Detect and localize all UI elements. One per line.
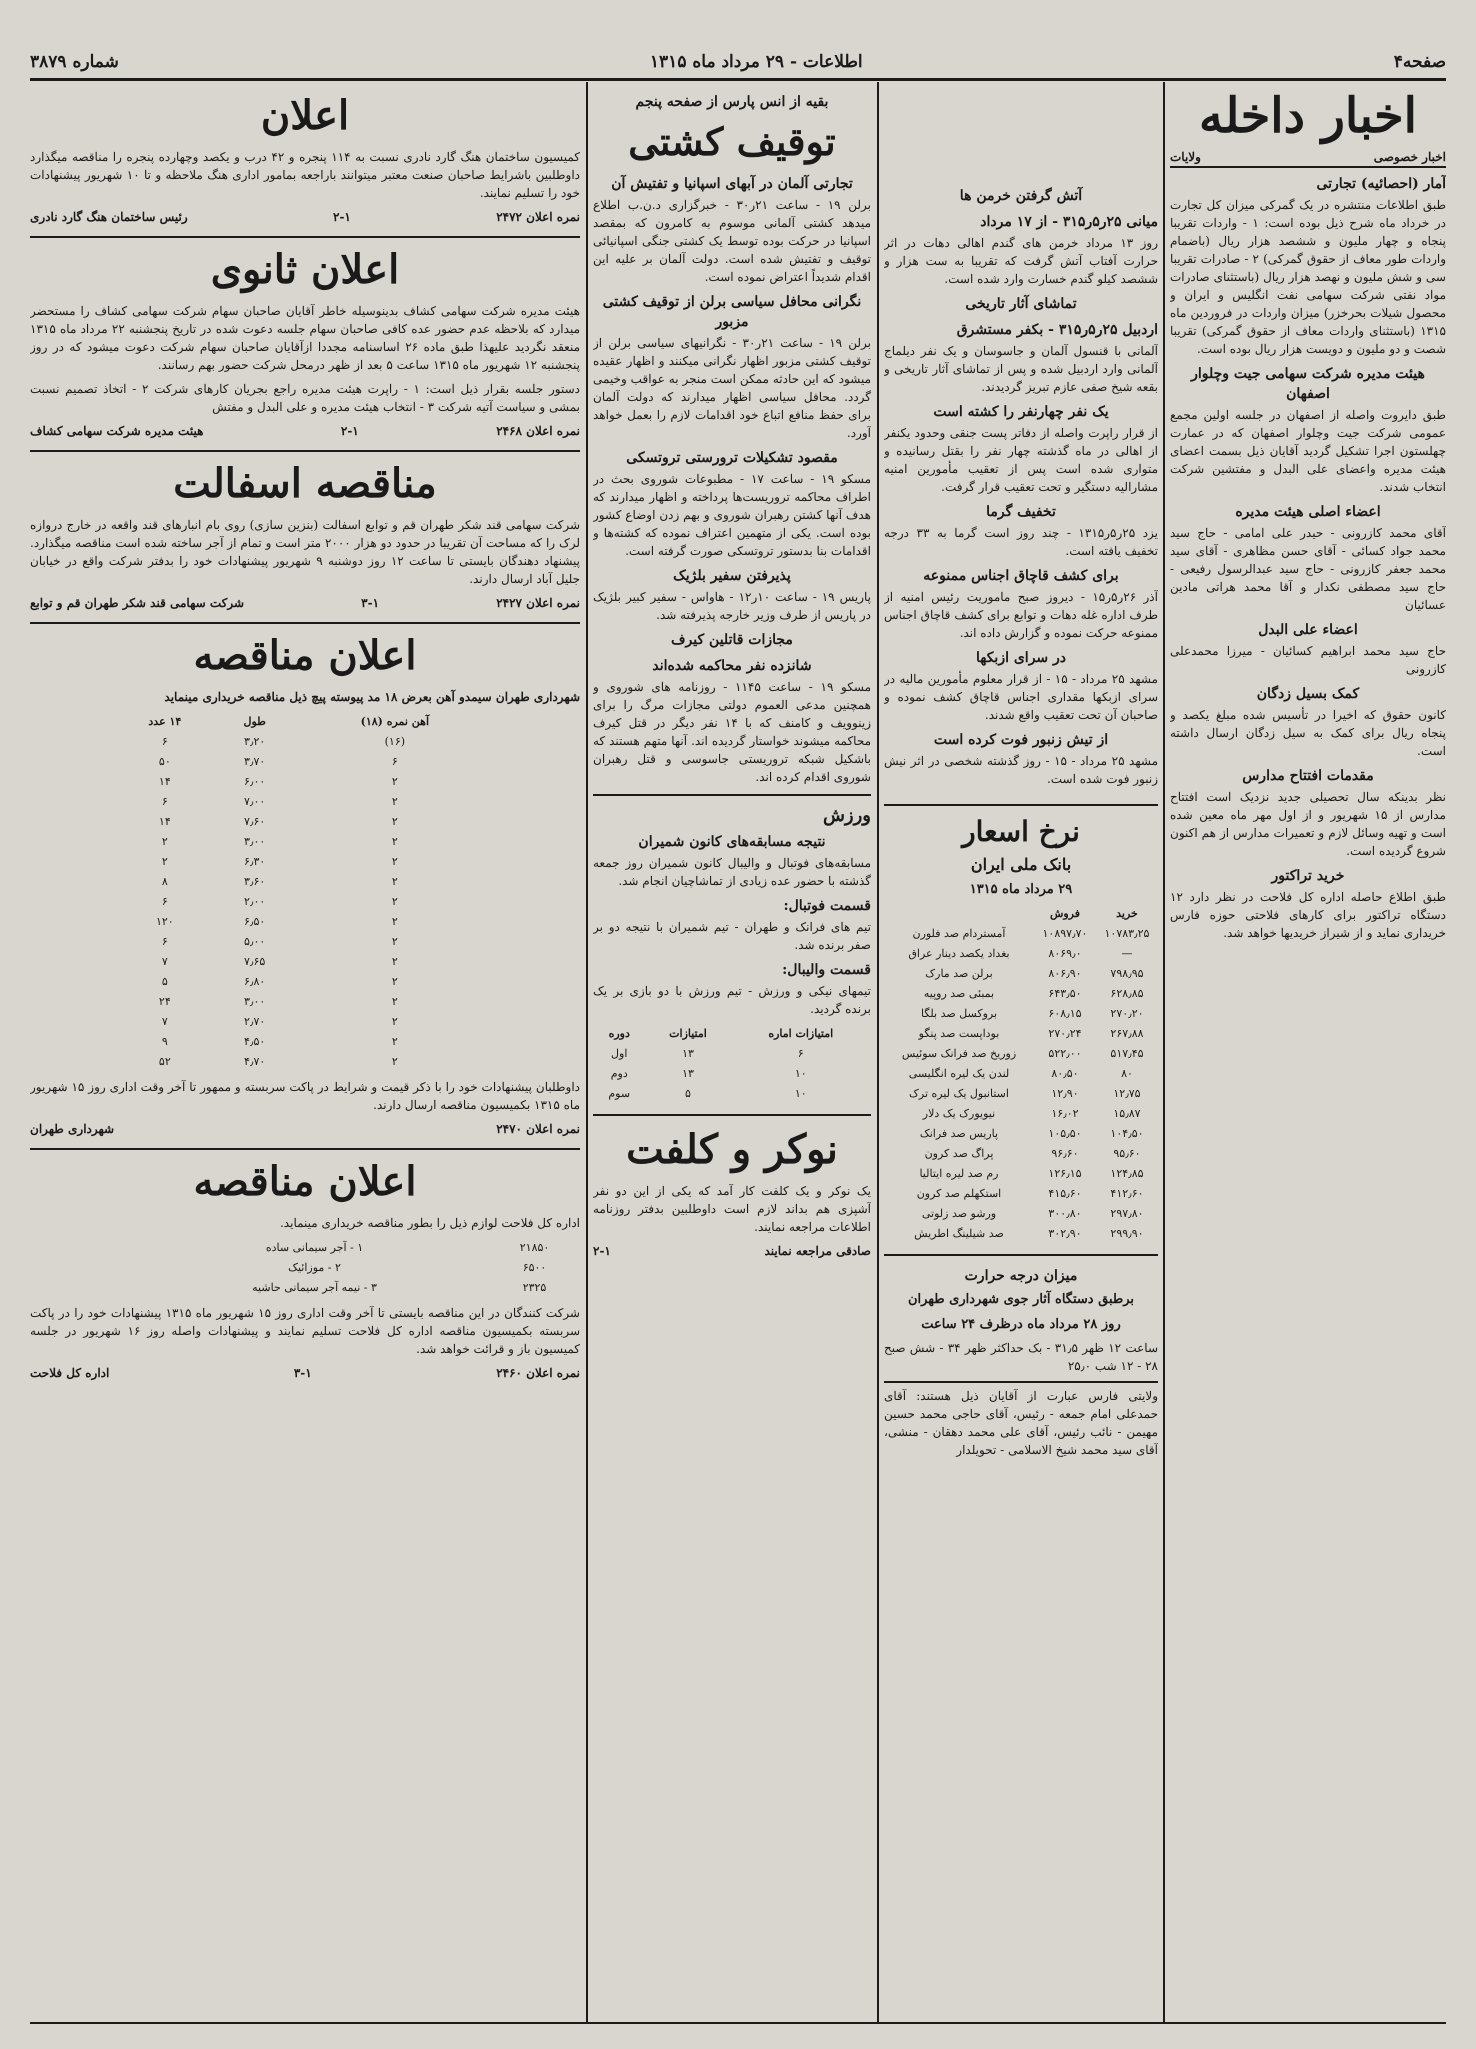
rates-cell: ۱۲٫۹۰ — [1051, 1087, 1079, 1100]
announcement-number: نمره اعلان ۲۴۶۸ — [496, 424, 580, 438]
announcement — [30, 90, 580, 238]
iron-cell: ۲٫۰۰ — [244, 895, 266, 908]
announcement-signature: اداره کل فلاحت — [30, 1366, 110, 1380]
iron-cell: ۲ — [391, 775, 398, 788]
sports-cell: اول — [611, 1047, 628, 1060]
materials-row — [140, 1278, 580, 1298]
announcement-signature: هیئت مدیره شرکت سهامی کشاف — [30, 424, 204, 438]
iron-cell: ۲ — [391, 895, 398, 908]
announcement — [30, 244, 580, 452]
rates-cell: نیویورک یک دلار — [922, 1107, 996, 1120]
article-dateline: اردبیل ۲۵ر۵ر۳۱۵ - بکفر مستشرق — [956, 322, 1158, 338]
rates-cell: ۸۰ — [1121, 1067, 1133, 1080]
iron-cell: ۲ — [391, 815, 398, 828]
iron-cell: ۲ — [391, 995, 398, 1008]
iron-cell: ۲ — [391, 835, 398, 848]
sports-cell: ۱۳ — [682, 1047, 694, 1060]
iron-cell: ۷٫۶۰ — [244, 815, 266, 828]
iron-cell: ۷ — [161, 1015, 168, 1028]
rates-cell: ۲۹۹٫۹۰ — [1110, 1227, 1144, 1240]
continuation-note: بقیه از انس پارس از صفحه پنجم — [635, 94, 829, 110]
announcement-title: اعلان مناقصه — [193, 632, 417, 679]
rates-cell: ۴۱۲٫۶۰ — [1110, 1187, 1144, 1200]
announcement-number: نمره اعلان ۲۴۷۰ — [496, 1122, 580, 1136]
page-number: صفحه۴ — [1393, 52, 1446, 72]
rates-cell: ۶۴۳٫۵۰ — [1048, 987, 1082, 1000]
article-subtitle: تجارتی آلمان در آبهای اسپانیا و تفتیش آن — [611, 176, 853, 192]
iron-cell: ۲ — [391, 855, 398, 868]
iron-cell: ۳٫۶۰ — [244, 875, 266, 888]
rates-cell: ۱۲٫۷۵ — [1113, 1087, 1141, 1100]
sports-cell: ۱۳ — [682, 1067, 694, 1080]
article-subtitle: مقصود تشکیلات ترورستی تروتسکی — [626, 450, 838, 466]
rates-cell: ۷۹۸٫۹۵ — [1110, 967, 1144, 980]
iron-cell: ۵۲ — [158, 1055, 171, 1068]
temp-date: روز ۲۸ مرداد ماه درظرف ۲۴ ساعت — [921, 1317, 1121, 1332]
subsection-title: ولایات — [1170, 150, 1201, 164]
announcement-signature: شهرداری طهران — [30, 1122, 115, 1136]
iron-row — [113, 792, 498, 812]
rates-cell: ۹۶٫۶۰ — [1051, 1147, 1079, 1160]
iron-row — [113, 832, 498, 852]
announcement-signature: شرکت سهامی قند شکر طهران قم و توابع — [30, 596, 245, 610]
rates-row — [884, 1104, 1158, 1124]
rates-row — [884, 1224, 1158, 1244]
sports-cell: ۱۰ — [794, 1087, 807, 1100]
article-body: برلن ۱۹ - ساعت ۲۱ر۳۰ - خبرگزاری د.ن.ب اطلاع میدهد کشتی آلمانی موسوم به کامرون که بمقصد اسپانیا در حرکت بوده توسط یک کشتی جنگی اسپانیائی توقیف و تفتیش شده است. دولت آلمان بر علیه این اقدام شدیداً اعتراض نموده است. — [593, 198, 871, 284]
iron-row — [113, 912, 498, 932]
sports-header: امتیازات — [669, 1027, 707, 1040]
column-domestic-news — [1170, 86, 1446, 2016]
ad-title: نوکر و کلفت — [626, 1126, 838, 1173]
rates-cell: صد شیلینگ اطریش — [914, 1227, 1004, 1240]
rates-row — [884, 1164, 1158, 1184]
iron-cell: ۸ — [161, 875, 168, 888]
article-heading: برای کشف قاچاق اجناس ممنوعه — [923, 568, 1119, 584]
article-dateline: میانی ۲۵ر۵ر۳۱۵ - از ۱۷ مرداد — [980, 214, 1158, 230]
announcement-list: دستور جلسه بقرار ذیل است: ۱ - راپرت هیئت مدیره راجع بجریان کارهای شرکت ۲ - اتخاذ تصمیم نسبت بمشی و سیاست آتیه شرکت ۳ - انتخاب هیئت مدیره و علی البدل و مفتش — [30, 382, 580, 414]
iron-cell: ۶ — [161, 795, 168, 808]
iron-cell: ۶٫۵۰ — [244, 915, 266, 928]
iron-header: ۱۴ عدد — [148, 715, 182, 728]
rates-cell: برلن صد مارک — [925, 967, 993, 980]
sports-title: ورزش — [822, 805, 871, 826]
article-subtitle: شانزده نفر محاکمه شده‌اند — [652, 658, 812, 674]
sports-row — [593, 1044, 871, 1064]
announcement — [30, 1156, 580, 1382]
sports-cell: دوم — [610, 1067, 628, 1080]
announcement-body: هیئت مدیره شرکت سهامی کشاف بدینوسیله خاطر آقایان صاحبان سهام شرکت سهامی کشاف را مستحضر میدارد که بلاحظه عدم حضور عده کافی صاحبان سهام جلسه دعوت شده در تاریخ پنجشنبه ۲۲ مرداد ماه ۱۳۱۵ منعقد نگردید علیهذا طبق ماده ۲۶ اساسنامه مجددا ازآقایان صاحبان سهام شرکت دعوت میشود که در روز پنجشنبه ۱۲ شهریور ماه ۱۳۱۵ ساعت ۵ بعد از ظهر درمحل شرکت حضور بهم رسانند. — [30, 304, 580, 372]
exchange-rates — [884, 804, 1158, 1244]
article-body: مشهد ۲۵ مرداد - ۱۵ - از قرار معلوم مأمورین مالیه در سرای ازبکها مقداری اجناس قاچاق کشف نموده و صاحبان آن تحت تعقیب واقع شدند. — [884, 672, 1158, 722]
article-body: مشهد ۲۵ مرداد - ۱۵ - روز گذشته شخصی در اثر نیش زنبور فوت شده است. — [884, 754, 1158, 786]
rates-cell: ۱۰۵٫۵۰ — [1048, 1127, 1082, 1140]
article-heading: یک نفر چهارنفر را کشته است — [933, 404, 1109, 420]
rates-row — [884, 1184, 1158, 1204]
materials-row — [140, 1238, 580, 1258]
rates-cell: ۶۲۸٫۸۵ — [1110, 987, 1144, 1000]
materials-table — [140, 1238, 580, 1298]
sports-row — [593, 1064, 871, 1084]
article-heading: آتش گرفتن خرمن ها — [959, 188, 1083, 204]
rates-cell: ۱۰۸۹۷٫۷۰ — [1042, 927, 1088, 940]
sports-cell: ۵ — [685, 1087, 691, 1100]
iron-row — [113, 1032, 498, 1052]
article-body: آلمانی با قنسول آلمان و جاسوسان و یک نفر دیلماج آلمانی وارد اردبیل شده و پس از تماشای آثار تاریخی و بقعه شیخ صفی عازم تبریز گردیدند. — [884, 344, 1158, 394]
iron-cell: ۳٫۰۰ — [244, 835, 266, 848]
date-line: اطلاعات - ۲۹ مرداد ماه ۱۳۱۵ — [649, 52, 863, 72]
rates-date: ۲۹ مرداد ماه ۱۳۱۵ — [969, 882, 1073, 897]
article-heading: اعضاء علی البدل — [1258, 622, 1358, 638]
sports-body: تیم های فرانک و طهران - تیم شمیران با نتیجه دو بر صفر برنده شد. — [593, 920, 871, 952]
announcement-code: ۲-۱ — [340, 424, 359, 438]
iron-cell: ۲ — [391, 935, 398, 948]
rates-cell: ۴۱۵٫۶۰ — [1048, 1187, 1082, 1200]
servants-ad — [593, 1114, 871, 1260]
section-title: اخبار داخله — [1198, 88, 1417, 144]
announcement-intro: اداره کل فلاحت لوازم ذیل را بطور مناقصه خریداری مینماید. — [279, 1216, 580, 1230]
materials-cell: ۲۱۸۵۰ — [519, 1241, 550, 1254]
announcement-body: شرکت سهامی قند شکر طهران قم و توابع اسفالت (بنزین سازی) روی بام انبارهای قند واقعه در خارج دروازه لرک را که مساحت آن تقریبا در حدود دو هزار ۲۰۰۰ متر است و تمام از آجر ساخته شده است مناقصه میگذارد. پیشنهاد دهندگان بایستی تا ساعت ۱۲ روز دوشنبه ۹ شهریور پیشنهادات خود را بدفتر شرکت واقع در خیابان جلیل آباد ارسال دارند. — [30, 518, 580, 586]
rates-row — [884, 1204, 1158, 1224]
announcement-number: نمره اعلان ۲۴۲۷ — [496, 596, 580, 610]
announcement-body: داوطلبان پیشنهادات خود را با ذکر قیمت و شرایط در پاکت سربسته و ممهور تا آخر وقت اداری روز ۱۵ شهریور ماه ۱۳۱۵ بکمیسیون مناقصه ارسال دارند. — [30, 1080, 580, 1112]
article-body: نظر بدینکه سال تحصیلی جدید نزدیک است افتتاح مدارس از ۱۵ شهریور و از اول مهر ماه معین شده است و تهیه وسائل لازم و تعمیرات مدارس از هم اکنون شروع گردیده است. — [1170, 790, 1446, 858]
iron-cell: ۳٫۷۰ — [244, 755, 266, 768]
article-subtitle: پذیرفتن سفیر بلژیک — [673, 568, 791, 584]
page-header — [30, 50, 1446, 74]
rates-cell: ۲۷۰٫۲۴ — [1048, 1027, 1082, 1040]
rates-cell: رم صد لیره ایتالیا — [919, 1167, 999, 1180]
rates-cell: ۵۱۷٫۴۵ — [1110, 1047, 1144, 1060]
announcement — [30, 630, 580, 1150]
rates-cell: ۸۰۶۹٫۰ — [1048, 947, 1082, 960]
iron-row — [113, 952, 498, 972]
rates-row — [884, 1064, 1158, 1084]
rates-cell: لندن یک لیره انگلیسی — [908, 1067, 1010, 1080]
announcement-code: ۳-۱ — [293, 1366, 312, 1380]
footer-rule — [30, 2022, 1446, 2024]
iron-cell: ۲ — [391, 975, 398, 988]
iron-row — [113, 872, 498, 892]
article-heading: آمار (احصائیه) تجارتی — [1316, 176, 1446, 192]
iron-row — [113, 772, 498, 792]
announcement-number: نمره اعلان ۲۴۶۰ — [496, 1366, 580, 1380]
iron-cell: ۲ — [391, 915, 398, 928]
rates-header — [884, 904, 1034, 924]
article-subtitle: مجازات قاتلین کیرف — [671, 632, 793, 648]
rates-row — [884, 944, 1158, 964]
column-divider — [877, 82, 879, 2022]
article-heading: تخفیف گرما — [986, 504, 1056, 520]
article-body: یزد ۲۵ر۵ر۱۳۱۵ - چند روز است گرما به ۳۳ درجه تخفیف یافته است. — [884, 526, 1158, 558]
iron-cell: ۶ — [161, 735, 168, 748]
rates-table — [884, 904, 1158, 1244]
article-body: طبق دایروت واصله از اصفهان در جلسه اولین مجمع عمومی شرکت جیت وچلوار اصفهان که در عمارت چهلستون اجرا تشکیل گردید آقایان ذیل بسمت اعضای هیئت مدیره واعضای علی البدل و مفتشین شرکت انتخاب شدند. — [1170, 408, 1446, 494]
rates-cell: ورشو صد زلوتی — [921, 1207, 997, 1220]
temp-title: میزان درجه حرارت — [964, 1268, 1078, 1284]
temperature-box — [884, 1254, 1158, 1375]
rates-cell: ۸۰٫۵۰ — [1051, 1067, 1079, 1080]
article-heading: هیئت مدیره شرکت سهامی جیت وچلوار اصفهان — [1191, 366, 1425, 402]
iron-cell: ۴٫۵۰ — [244, 1035, 266, 1048]
article-body: مسکو ۱۹ - ساعت ۱۱۴۵ - روزنامه های شوروی و همچنین مدعی العموم دولتی مجازات مرگ را برای زینوویف و کامنف که با ۱۴ نفر دیگر در قتل کیرف محاکمه میشوند خواستار گردیده اند. آنها متهم هستند که باشکیل شبکه تروریستی جاسوسی و قتل رهبران شوروی اقدام کرده اند. — [593, 680, 871, 784]
issue-number: شماره ۳۸۷۹ — [30, 52, 119, 72]
rates-row — [884, 1084, 1158, 1104]
rates-row — [884, 1024, 1158, 1044]
rates-cell: ۵۲۲٫۰۰ — [1048, 1047, 1082, 1060]
iron-cell: ۲۴ — [158, 995, 171, 1008]
article-body: ولایتی فارس عبارت از آقایان ذیل هستند: آقای حمدعلی امام جمعه - رئیس، آقای حاجی محمد حسین مهیمن - نائب رئیس، آقای علی محمد دهقان - منشی، آقای سید محمد شیخ الاسلامی - تحویلدار — [884, 1381, 1158, 1459]
iron-cell: ۵۰ — [158, 755, 171, 768]
iron-cell: ۱۲۰ — [155, 915, 174, 928]
article-subtitle: نگرانی محافل سیاسی برلن از توقیف کشتی مزبور — [602, 294, 862, 330]
article-title: توقیف کشتی — [628, 119, 836, 164]
column-announcements — [30, 86, 580, 2016]
rates-title: نرخ اسعار — [962, 815, 1080, 848]
temp-sub: برطبق دستگاه آثار جوی شهرداری طهران — [907, 1292, 1135, 1307]
iron-cell: ۳٫۰۰ — [244, 995, 266, 1008]
announcement — [30, 458, 580, 624]
iron-cell: ۷ — [161, 955, 168, 968]
sports-section — [593, 794, 871, 1104]
iron-row — [113, 752, 498, 772]
rates-cell: ۱۲۶٫۱۵ — [1048, 1167, 1082, 1180]
rates-cell: پراگ صد کرون — [924, 1147, 994, 1160]
rates-row — [884, 1144, 1158, 1164]
article-body: طبق اطلاعات منتشره در یک گمرکی میزان کل تجارت در خرداد ماه شرح ذیل بوده است: ۱ - واردات تقریبا پنجاه و چهار ملیون و ششصد هزار ریال (باضمام واردات طور معاف از حقوق گمرکی) ۲ - صادرات تقریبا سی و شش ملیون و نهصد هزار ریال (باستثنای صادرات مواد نفتی شرکت سهامی نفت انگلیس و ایران و محصول شیلات بحرخزر) میزان واردات در فروردین ماه ۱۳۱۵ (باستثنای واردات معاف از حقوق گمرکی) تقریبا شصت و دو ملیون و دویست هزار ریال بوده است. — [1170, 198, 1446, 356]
rates-row — [884, 964, 1158, 984]
rates-header: خرید — [1116, 907, 1138, 920]
rates-cell: ۱۲۴٫۸۵ — [1110, 1167, 1144, 1180]
rates-cell: ۱۵٫۸۷ — [1113, 1107, 1141, 1120]
article-body: کانون حقوق که اخیرا در تأسیس شده مبلغ یکصد و پنجاه ریال برای کمک به سیل زدگان ارسال داشته است. — [1170, 708, 1446, 758]
announcement-number: نمره اعلان ۲۴۷۲ — [496, 210, 580, 224]
announcement-title: مناقصه اسفالت — [173, 460, 437, 507]
iron-cell: ۲ — [391, 875, 398, 888]
iron-cell: ۲ — [391, 1015, 398, 1028]
article-body: حاج سید محمد ابراهیم کسائیان - میرزا محمدعلی کازرونی — [1170, 644, 1446, 676]
announcement-body: شرکت کنندگان در این مناقصه بایستی تا آخر وقت اداری روز ۱۵ شهریور ماه ۱۳۱۵ پیشنهادات خود را در پاکت سربسته بکمیسیون مناقصه اداره کل فلاحت تسلیم نمایند و پیشنهادات واصله روز ۱۶ شهریور در جلسه کمیسیون باز و قرائت خواهد شد. — [30, 1306, 580, 1356]
rates-row — [884, 924, 1158, 944]
iron-row — [113, 932, 498, 952]
iron-cell: ۲ — [391, 795, 398, 808]
rates-cell: آمستردام صد فلورن — [912, 927, 1006, 940]
rates-row — [884, 1044, 1158, 1064]
iron-row — [113, 732, 498, 752]
column-divider — [1163, 82, 1165, 2022]
iron-cell: ۶٫۸۰ — [244, 975, 266, 988]
article-heading: خرید تراکتور — [1271, 868, 1345, 884]
sports-cell: سوم — [608, 1087, 631, 1100]
rates-cell: بمبئی صد روپیه — [923, 987, 995, 1000]
announcement-intro: شهرداری طهران سیمدو آهن بعرض ۱۸ مد پیوسته پیچ ذیل مناقصه خریداری مینماید — [164, 690, 580, 704]
iron-cell: ۲ — [391, 1035, 398, 1048]
article-heading: تماشای آثار تاریخی — [965, 296, 1077, 312]
announcement-title: اعلان ثانوی — [210, 246, 400, 293]
rates-header: فروش — [1049, 907, 1081, 920]
article-body: از قرار راپرت واصله از دفاتر پست جنقی وحدود یکنفر از اهالی در ماه گذشته چهار نفر را بقتل رسانیده و متواری شده است پس از تعقیب مأمورین امنیه مشارالیه دستگیر و تحت تعقیب قرار گرفت. — [884, 426, 1158, 494]
rates-row — [884, 1124, 1158, 1144]
iron-row — [113, 972, 498, 992]
tag-private-news: اخبار خصوصی — [1373, 150, 1446, 164]
announcement-code: ۳-۱ — [361, 596, 380, 610]
ad-body: یک نوکر و یک کلفت کار آمد که یکی از این دو نفر آشپزی هم بداند لازم است داوطلبین بدفتر روزنامه اطلاعات مراجعه نمایند. — [593, 1184, 871, 1234]
sports-heading: قسمت والیبال: — [782, 962, 871, 978]
rates-cell: ۸۰۶٫۹۰ — [1048, 967, 1082, 980]
iron-cell: ۶٫۰۰ — [244, 775, 266, 788]
article-body: روز ۱۳ مرداد خرمن های گندم اهالی دهات در اثر حرارت آفتاب آتش گرفت که تقریبا به ست هزار و ششصد کیلو گندم خسارت وارد شده است. — [884, 236, 1158, 286]
sports-body: تیمهای نیکی و ورزش - تیم ورزش با دو بازی بر یک برنده گردید. — [593, 984, 871, 1016]
announcement-code: ۲-۱ — [333, 210, 351, 224]
materials-cell: ۲۳۲۵ — [522, 1281, 547, 1294]
announcement-title: اعلان — [260, 92, 350, 139]
rates-row — [884, 984, 1158, 1004]
rates-cell: پاریس صد فرانک — [919, 1127, 999, 1140]
article-heading: کمک بسیل زدگان — [1256, 686, 1360, 702]
article-body: طبق اطلاع حاصله اداره کل فلاحت در نظر دارد ۱۲ دستگاه تراکتور برای کارهای فلاحتی حوزه فارس خریداری نماید و از شیراز خریدیها خواهد شد. — [1170, 890, 1446, 940]
sports-body: مسابقه‌های فوتبال و والیبال کانون شمیران روز جمعه گذشته با حضور عده زیادی از تماشاچیان انجام شد. — [593, 856, 871, 888]
materials-row — [140, 1258, 580, 1278]
iron-row — [113, 892, 498, 912]
iron-header: آهن نمره (۱۸) — [360, 715, 430, 728]
iron-cell: ۲ — [161, 835, 168, 848]
rates-row — [884, 1004, 1158, 1024]
iron-cell: ۷٫۶۵ — [244, 955, 266, 968]
rates-cell: ۱۰۴٫۵۰ — [1110, 1127, 1144, 1140]
iron-cell: ۵ — [161, 975, 168, 988]
rates-cell: استانبول یک لیره ترک — [909, 1087, 1009, 1100]
rates-cell: ۳۰۰٫۸۰ — [1048, 1207, 1082, 1220]
rates-cell: استکهلم صد کرون — [916, 1187, 1002, 1200]
iron-cell: ۲ — [391, 1055, 398, 1068]
rates-cell: ۲۹۷٫۸۰ — [1110, 1207, 1144, 1220]
ad-code: ۲-۱ — [593, 1244, 611, 1258]
iron-cell: ۶ — [161, 935, 168, 948]
article-heading: از تیش زنبور فوت کرده است — [933, 732, 1109, 748]
iron-row — [113, 812, 498, 832]
article-body: آذر ۲۶ر۵ر۱۵ - دیروز صبح ماموریت رئیس امنیه از طرف اداره غله دهات و توابع برای کشف قاچاق اجناس ممنوعه حرکت نموده و گزارش داده اند. — [884, 590, 1158, 640]
article-heading: اعضاء اصلی هیئت مدیره — [1235, 504, 1381, 520]
sports-table — [593, 1024, 871, 1104]
iron-cell: ۱۴ — [158, 815, 171, 828]
sports-cell: ۱۰ — [794, 1067, 807, 1080]
iron-cell: ۴٫۷۰ — [244, 1055, 266, 1068]
sports-header: امتیازات اماره — [768, 1027, 834, 1040]
iron-table — [113, 712, 498, 1072]
rates-cell: بغداد یکصد دینار عراق — [908, 947, 1010, 960]
rates-cell: بروکسل صد بلگا — [920, 1007, 998, 1020]
sports-row — [593, 1084, 871, 1104]
materials-cell: ۶۵۰۰ — [522, 1261, 547, 1274]
iron-cell: ۳٫۲۰ — [244, 735, 266, 748]
sports-header: دوره — [608, 1027, 630, 1040]
rates-cell: ۲۷۰٫۲۰ — [1110, 1007, 1144, 1020]
header-rule — [30, 78, 1446, 81]
column-provinces — [884, 86, 1158, 2016]
sports-cell: ۶ — [797, 1047, 804, 1060]
announcement-title: اعلان مناقصه — [193, 1158, 417, 1205]
column-divider — [586, 82, 588, 2022]
iron-cell: ۷٫۰۰ — [244, 795, 266, 808]
iron-cell: (۱۶) — [384, 735, 406, 748]
rates-cell: ۲۶۷٫۸۸ — [1110, 1027, 1144, 1040]
rates-cell: بوداپست صد پنگو — [918, 1027, 1000, 1040]
rates-cell: ۳۰۲٫۹۰ — [1048, 1227, 1082, 1240]
iron-header: طول — [243, 715, 266, 728]
rates-cell: ۱۶٫۰۲ — [1051, 1107, 1079, 1120]
temp-body: ساعت ۱۲ ظهر ۳۱٫۵ - بک حداکثر ظهر ۳۴ - شش صبح ۲۸ - ۱۲ شب ۲۵٫۰ — [884, 1341, 1158, 1373]
iron-row — [113, 1052, 498, 1072]
iron-row — [113, 852, 498, 872]
announcement-signature: رئیس ساختمان هنگ گارد نادری — [30, 210, 188, 224]
iron-cell: ۶٫۳۰ — [244, 855, 266, 868]
iron-cell: ۲٫۷۰ — [244, 1015, 266, 1028]
rates-cell: ۱۰۷۸۳٫۲۵ — [1104, 927, 1150, 940]
rates-bank: بانک ملی ایران — [970, 855, 1072, 874]
announcement-body: کمیسیون ساختمان هنگ گارد نادری نسبت به ۱۱۴ پنجره و ۴۲ درب و یکصد وچهارده پنجره را مناقصه میگذارد داوطلبین باشرایط صاحبان صنعت معتبر میتوانند باراجعه بمامور اداری هنگ ملاحظه و تا ۱۰ شهریور پیشنهادات خود را تسلیم نمایند. — [30, 150, 580, 200]
iron-cell: ۲ — [391, 955, 398, 968]
materials-cell: ۳ - نیمه آجر سیمانی حاشیه — [252, 1281, 377, 1294]
article-body: آقای محمد کازرونی - حیدر علی امامی - حاج سید محمد جواد کسائی - آقای حسن مظاهری - آقای سید محمد جعفر کازرونی - حاج سید عبدالرسول رفیعی - حاج سید مصطفی نکدار و آقا محمد هراتی مادین عسائیان — [1170, 526, 1446, 612]
sports-subtitle: نتیجه مسابقه‌های کانون شمیران — [638, 834, 826, 850]
materials-cell: ۱ - آجر سیمانی ساده — [265, 1241, 364, 1254]
iron-cell: ۹ — [161, 1035, 168, 1048]
sports-heading: قسمت فوتبال: — [783, 898, 871, 914]
iron-cell: ۱۴ — [158, 775, 171, 788]
iron-row — [113, 992, 498, 1012]
article-body: برلن ۱۹ - ساعت ۲۱ر۳۰ - نگرانیهای سیاسی برلن از توقیف کشتی مزبور اظهار نگرانی میکنند و اظهار عقیده میشود که این حادثه ممکن است منجر به عواقب وخیمی گردد. محافل سیاسی اظهار میدارند که دولت آلمان برای حفظ منافع اتباع خود اقدامات لازم را بعمل خواهد آورد. — [593, 336, 871, 440]
article-heading: مقدمات افتتاح مدارس — [1242, 768, 1374, 784]
iron-cell: ۶ — [391, 755, 398, 768]
rates-cell: — — [1121, 947, 1133, 960]
iron-cell: ۶ — [161, 895, 168, 908]
iron-cell: ۵٫۰۰ — [244, 935, 266, 948]
iron-row — [113, 1012, 498, 1032]
column-foreign-news — [593, 86, 871, 2016]
rates-cell: ۶۰۸٫۱۵ — [1048, 1007, 1082, 1020]
rates-cell: ۹۵٫۶۰ — [1113, 1147, 1141, 1160]
article-heading: در سرای ازبکها — [975, 650, 1067, 666]
rates-cell: زوریخ صد فرانک سوئیس — [901, 1047, 1017, 1060]
article-body: مسکو ۱۹ - ساعت ۱۷ - مطبوعات شوروی بحث در اطراف محاکمه تروریست‌ها پرداخته و اظهار میدارند که هدف آنها کشتن رهبران شوروی و بهم زدن اوضاع کشور بوده است. یکی از متهمین اعتراف نموده که کشته‌ها و اقدامات بنا بدستور تروتسکی صورت گرفته است. — [593, 472, 871, 558]
iron-cell: ۲ — [161, 855, 168, 868]
ad-signature: صادقی مراجعه نمایند — [764, 1244, 871, 1258]
materials-cell: ۲ - موزائیک — [288, 1261, 341, 1274]
article-body: پاریس ۱۹ - ساعت ۱۰ر۱۲ - هاواس - سفیر کبیر بلژیک در پاریس از طرف وزیر خارجه پذیرفته شد. — [593, 590, 871, 622]
